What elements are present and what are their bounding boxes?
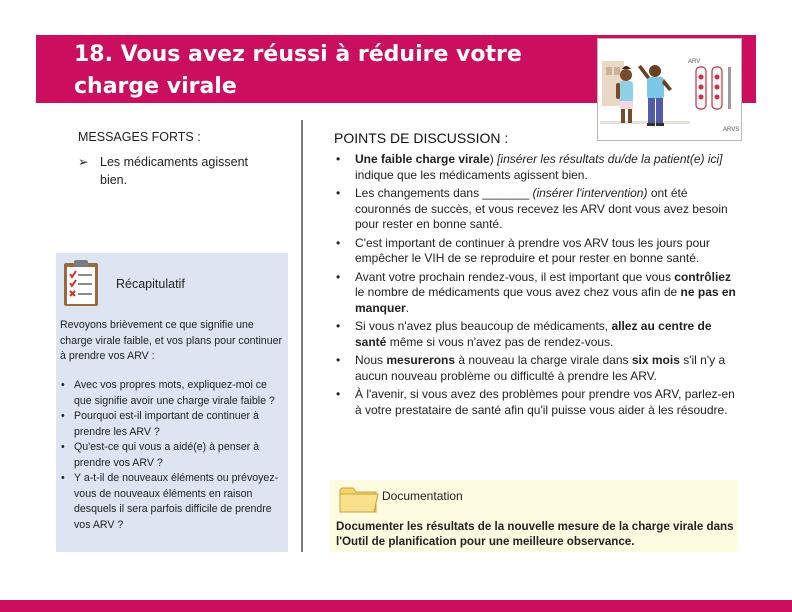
footer-bar: [0, 600, 792, 612]
discussion-point: • Avant votre prochain rendez-vous, il est important que vous contrôliez le nombre de médicaments que vous avez chez vous afin de ne pas en manquer.: [334, 270, 738, 317]
svg-text:ARV: ARV: [688, 59, 701, 65]
folder-icon: [338, 482, 380, 514]
recap-box: [56, 253, 288, 552]
svg-text:ARVS: ARVS: [723, 127, 740, 133]
strong-message-text: Les médicaments agissent bien.: [100, 155, 248, 187]
column-divider: [301, 120, 303, 552]
recap-intro: Revoyons brièvement ce que signifie une charge virale faible, et vos plans pour continuer à prendre vos ARV :: [60, 319, 283, 362]
recap-question: • Y a-t-il de nouveaux éléments ou prévoyez-vous de nouveaux éléments en raison desquels il sera parfois difficile de prendre vos ARV ?: [60, 471, 284, 533]
discussion-point: • À l'avenir, si vous avez des problèmes pour prendre vos ARV, parlez-en à votre prestataire de santé afin qu'il puisse vous aider à les résoudre.: [334, 387, 738, 418]
arrow-bullet-icon: ➢: [78, 154, 89, 169]
recap-question: • Avec vos propres mots, expliquez-moi ce que signifie avoir une charge virale faible ?: [60, 378, 284, 409]
documentation-box: [330, 480, 738, 552]
clipboard-checklist-icon: [62, 258, 102, 308]
documentation-title: Documentation: [382, 489, 463, 503]
discussion-point: • Nous mesurerons à nouveau la charge virale dans six mois s'il n'y a aucun nouveau problème ou difficulté à prendre les ARV.: [334, 353, 738, 384]
strong-message-item: [78, 153, 278, 189]
discussion-point: • Si vous n'avez plus beaucoup de médicaments, allez au centre de santé même si vous n'avez pas de rendez-vous.: [334, 319, 738, 350]
discussion-point: • Une faible charge virale) [insérer les résultats du/de la patient(e) ici] indique que les médicaments agissent bien.: [334, 152, 738, 183]
page-title: 18. Vous avez réussi à réduire votre charge virale: [74, 42, 522, 99]
strong-messages-heading: MESSAGES FORTS :: [78, 130, 201, 144]
discussion-point: • C'est important de continuer à prendre vos ARV tous les jours pour empêcher le VIH de se reproduire et pour rester en bonne santé.: [334, 236, 738, 267]
recap-question: • Pourquoi est-il important de continuer à prendre les ARV ?: [60, 409, 284, 440]
discussion-heading: POINTS DE DISCUSSION :: [334, 130, 509, 146]
recap-question: • Qu'est-ce qui vous a aidé(e) à penser à prendre vos ARV ?: [60, 440, 284, 471]
discussion-list: [334, 152, 738, 418]
documentation-text: Documenter les résultats de la nouvelle mesure de la charge virale dans l'Outil de planification pour une meilleure observance.: [336, 520, 734, 548]
recap-question-list: [60, 378, 284, 533]
illustration-patients-arv: [597, 38, 742, 141]
discussion-point: • Les changements dans _______ (insérer l'intervention) ont été couronnés de succès, et vous recevez les ARV dont vous avez besoin pour rester en bonne santé.: [334, 186, 738, 233]
recap-title: Récapitulatif: [116, 277, 185, 291]
